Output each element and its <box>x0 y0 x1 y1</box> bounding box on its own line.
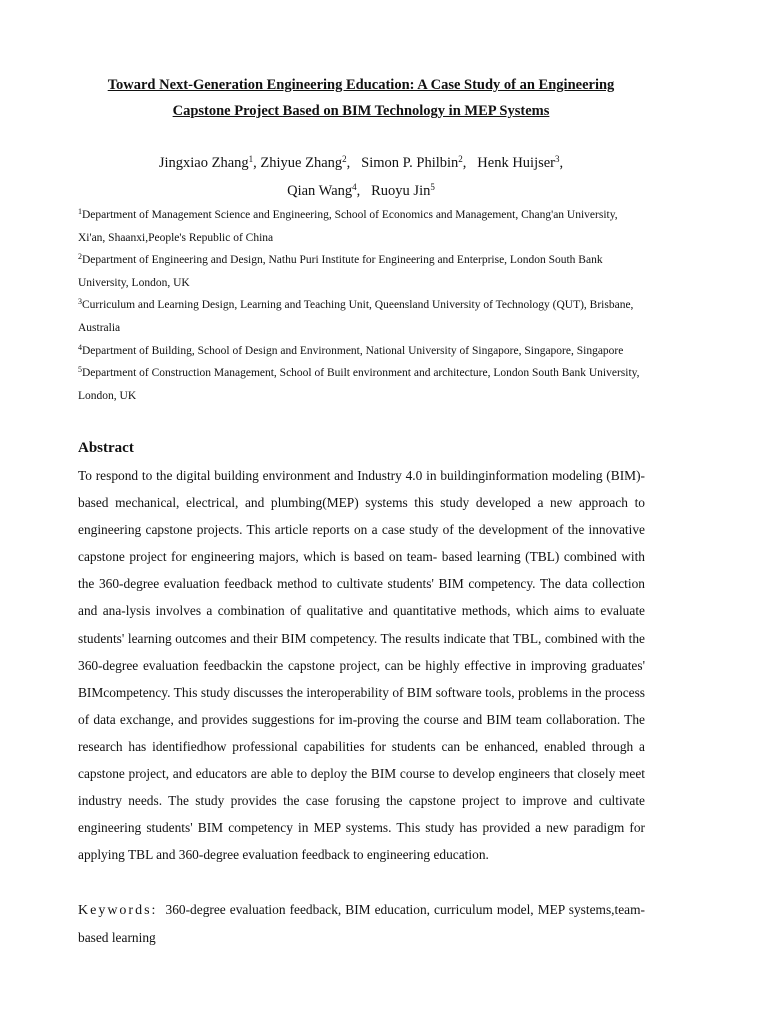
keywords-section <box>78 896 645 951</box>
author-name: Simon P. Philbin <box>361 155 459 171</box>
affiliation-item <box>78 249 646 294</box>
author-line-2 <box>78 178 644 204</box>
author-separator: , <box>346 155 362 171</box>
author-line-1 <box>78 150 644 176</box>
abstract-body: To respond to the digital building environment and Industry 4.0 in buildinginformation modeling (BIM)-based mechanical, electrical, and plumbing(MEP) systems this study developed a new approach to engineering capstone projects. This article reports on a case study of the development of the innovative capstone project for engineering majors, which is based on team- based learning (TBL) combined with the 360-degree evaluation feedback method to cultivate students' BIM competency. The data collection and ana-lysis involves a combination of qualitative and quantitative methods, which aims to evaluate students' learning outcomes and their BIM competency. The results indicate that TBL, combined with the 360-degree evaluation feedbackin the capstone project, can be highly effective in improving graduates' BIMcompetency. This study discusses the interoperability of BIM software tools, problems in the process of data exchange, and provides suggestions for im-proving the course and BIM team collaboration. The research has identifiedhow professional capabilities for students can be enhanced, enabled through a capstone project, and educators are able to deploy the BIM course to develop engineers that closely meet industry needs. The study provides the case forusing the capstone project to improve and cultivate engineering students' BIM competency in MEP systems. This study has provided a new paradigm for applying TBL and 360-degree evaluation feedback to engineering education. <box>78 468 645 863</box>
abstract-heading: Abstract <box>78 440 134 456</box>
author-affil-mark: 2 <box>458 154 463 164</box>
affiliation-text: Department of Management Science and Engineering, School of Economics and Management, Chang'an University, Xi'an, Shaanxi,People's Republic of China <box>78 209 618 244</box>
author-affil-mark: 1 <box>248 154 254 164</box>
affiliation-text: Department of Engineering and Design, Nathu Puri Institute for Engineering and Enterprise, London South Bank University, London, UK <box>78 254 603 289</box>
keywords-text: 360-degree evaluation feedback, BIM education, curriculum model, MEP systems,team-based learning <box>78 902 645 945</box>
paper-title-line-2: Capstone Project Based on BIM Technology in MEP Systems <box>172 103 550 119</box>
affiliation-text: Curriculum and Learning Design, Learning and Teaching Unit, Queensland University of Technology (QUT), Brisbane, Australia <box>78 299 634 334</box>
keywords-label: Keywords: <box>78 903 158 918</box>
affiliation-item <box>78 294 646 339</box>
author-affil-mark: 5 <box>430 182 435 192</box>
affiliation-list <box>78 204 646 407</box>
affiliation-text: Department of Construction Management, School of Built environment and architecture, London South Bank University, London, UK <box>78 367 640 402</box>
author-affil-mark: 2 <box>342 154 347 164</box>
author-name: Qian Wang <box>287 183 353 199</box>
affiliation-item <box>78 362 646 407</box>
affiliation-number: 1 <box>78 207 82 216</box>
author-separator: , <box>356 183 372 199</box>
author-name: Zhiyue Zhang <box>260 155 343 171</box>
author-name: Ruoyu Jin <box>371 183 431 199</box>
author-name: Jingxiao Zhang <box>158 155 249 171</box>
affiliation-number: 4 <box>78 342 82 352</box>
author-affil-mark: 4 <box>352 182 357 192</box>
affiliation-number: 3 <box>78 297 82 307</box>
affiliation-item <box>78 340 646 363</box>
paper-title-line-1: Toward Next-Generation Engineering Education: A Case Study of an Engineering <box>107 77 615 93</box>
author-affil-mark: 3 <box>555 154 560 164</box>
author-name: Henk Huijser <box>477 155 555 171</box>
affiliation-number: 5 <box>78 365 82 375</box>
affiliation-item <box>78 204 646 249</box>
author-separator: , <box>559 155 564 171</box>
author-separator: , <box>253 155 261 171</box>
author-separator: , <box>462 155 478 171</box>
affiliation-text: Department of Building, School of Design and Environment, National University of Singapore, Singapore, Singapore <box>82 344 624 357</box>
affiliation-number: 2 <box>78 252 82 262</box>
